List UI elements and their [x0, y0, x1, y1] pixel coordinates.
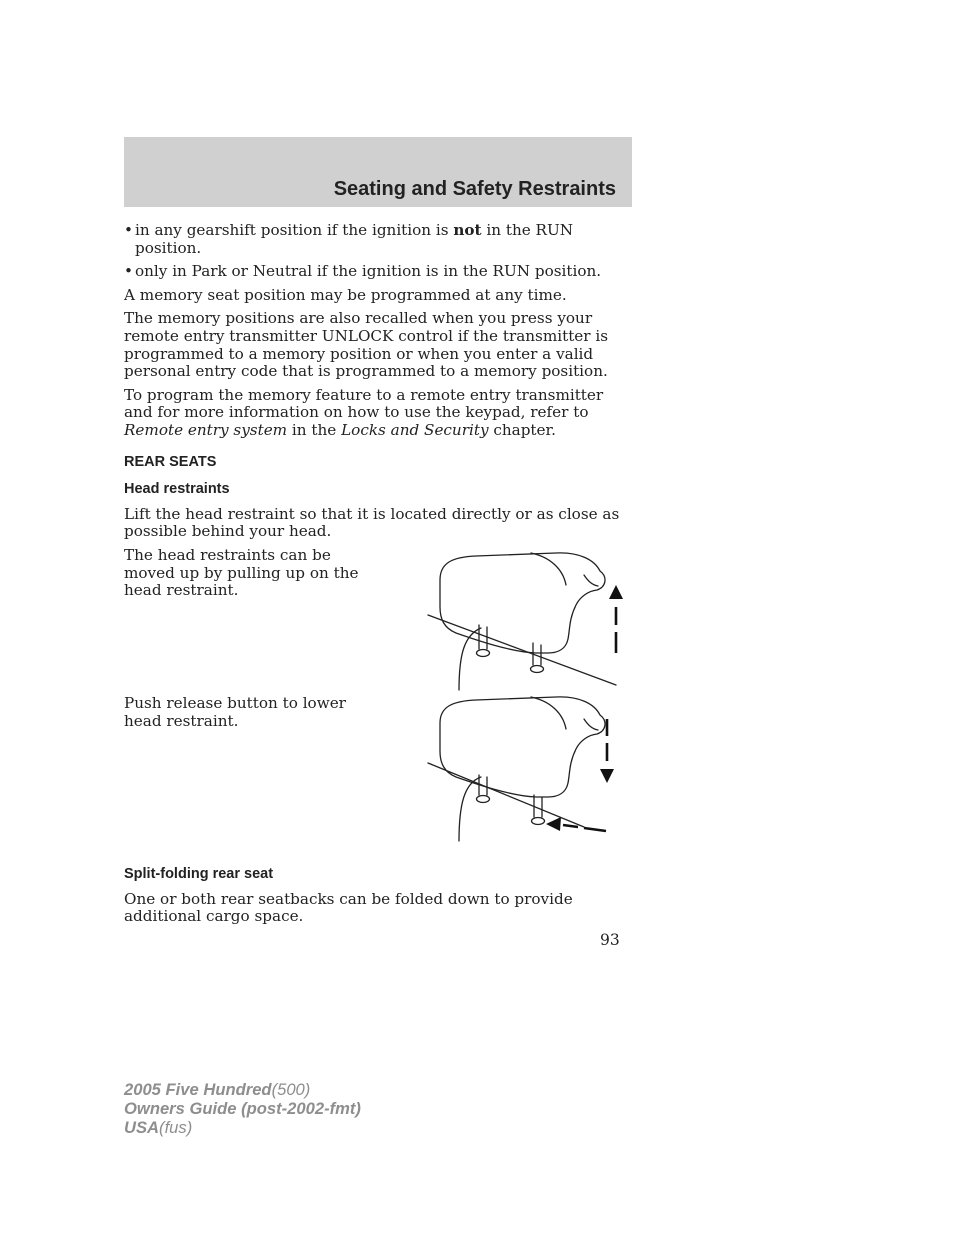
head-restraints-heading: Head restraints — [124, 481, 230, 498]
footer-line-guide: Owners Guide (post-2002-fmt) — [124, 1099, 361, 1118]
paragraph-raise-restraint: The head restraints can be moved up by pulling up on the head restraint. — [124, 545, 359, 600]
head-restraint-raise-figure — [416, 545, 632, 695]
paragraph-lower-restraint: Push release button to lower head restraint. — [124, 693, 346, 730]
footer-line-model: 2005 Five Hundred(500) — [124, 1080, 311, 1099]
page-number: 93 — [600, 931, 620, 949]
paragraph-program-reference: To program the memory feature to a remote entry transmitter and for more information on how to use the keypad, refer to Remote entry system in the Locks and Security chapter. — [124, 385, 604, 439]
link-locks-security: Locks and Security — [341, 420, 489, 439]
split-folding-heading: Split-folding rear seat — [124, 865, 274, 882]
chapter-header-band — [124, 137, 632, 207]
lower-restraint-row — [124, 695, 632, 856]
raise-restraint-row — [124, 547, 632, 695]
bullet-item — [124, 263, 632, 281]
paragraph-memory-recall: The memory positions are also recalled when you press your remote entry transmitter UNLOCK control if the transmitter is programmed to a memory position or when you enter a valid personal entry code that is programmed to a memory position. — [124, 309, 609, 381]
paragraph-split-folding: One or both rear seatbacks can be folded down to provide additional cargo space. — [124, 889, 573, 926]
link-remote-entry: Remote entry system — [124, 420, 288, 439]
paragraph-memory-program: A memory seat position may be programmed at any time. — [124, 285, 567, 304]
footer — [124, 1080, 361, 1137]
page-content — [124, 222, 632, 932]
bullet-text: only in Park or Neutral if the ignition is in the RUN position. — [135, 262, 602, 281]
footer-line-market: USA(fus) — [124, 1118, 193, 1137]
bullet-item — [124, 222, 632, 257]
rear-seats-heading: REAR SEATS — [124, 453, 217, 470]
bullet-dot: • — [124, 262, 133, 281]
paragraph-head-restraint-position: Lift the head restraint so that it is located directly or as close as possible behind your head. — [124, 504, 620, 541]
head-restraint-lower-figure — [416, 691, 632, 856]
bullet-text: in any gearshift position if the ignition is not in the RUN position. — [135, 221, 574, 257]
bullet-dot: • — [124, 221, 133, 239]
chapter-title: Seating and Safety Restraints — [333, 178, 616, 200]
